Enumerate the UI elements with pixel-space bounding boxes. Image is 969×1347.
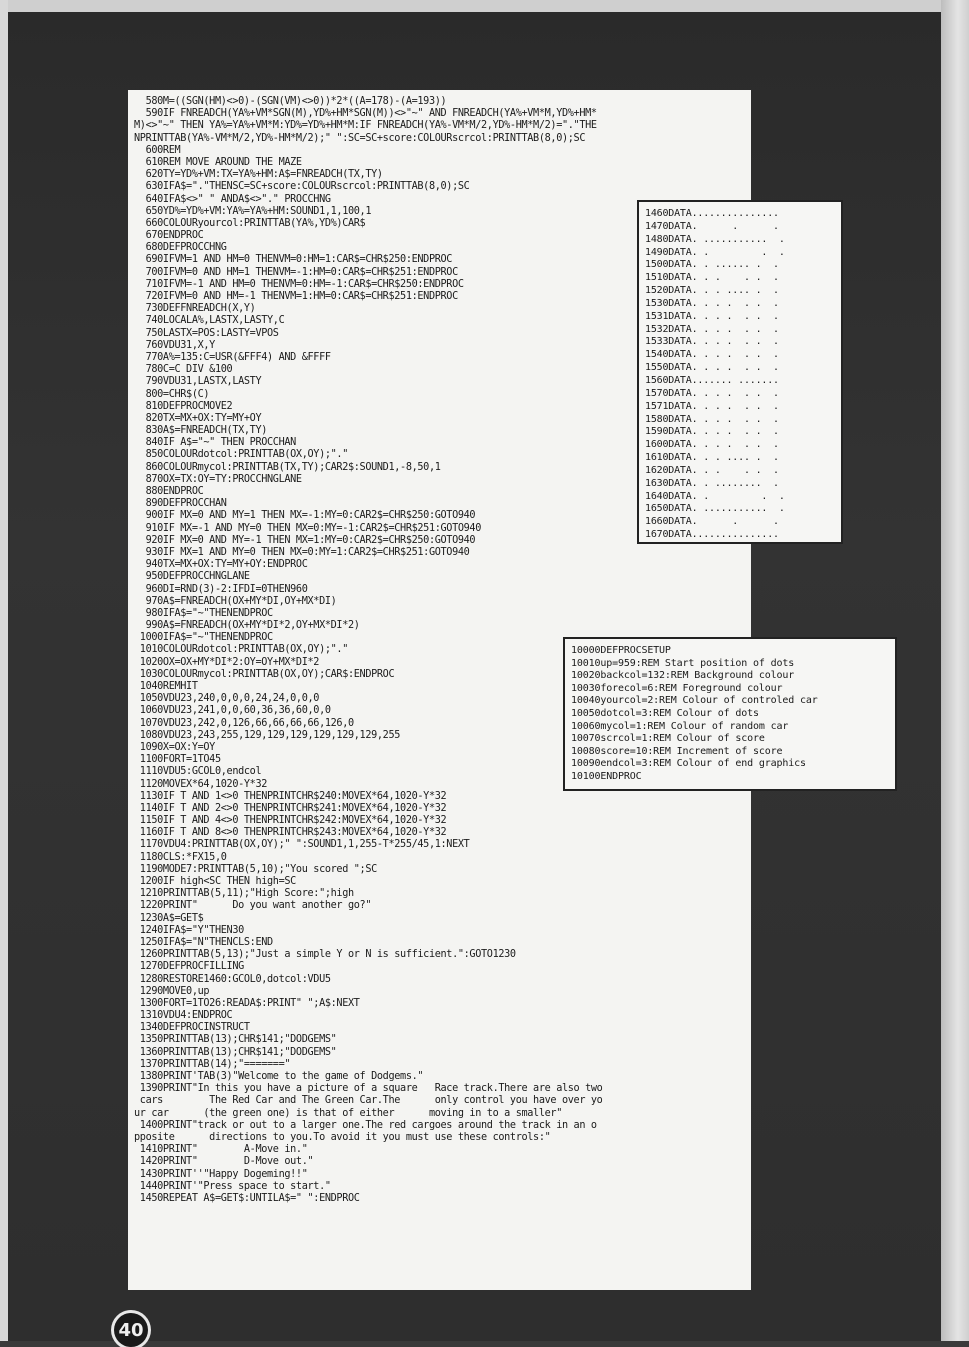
code-line: 1100FORT=1TO45 <box>134 754 221 766</box>
code-line: 1540DATA. . . . . . . <box>645 349 779 361</box>
code-line: 1480DATA. ........... . <box>645 233 785 245</box>
code-line: 10020backcol=132:REM Background colour <box>571 670 795 682</box>
code-line: 1460DATA............... <box>645 208 779 219</box>
code-line: 1532DATA. . . . . . . <box>645 323 779 335</box>
code-line: 980IFA$="~"THENENDPROC <box>134 607 273 619</box>
code-line: 1590DATA. . . . . . . <box>645 426 779 438</box>
code-line: 1571DATA. . . . . . . <box>645 400 779 412</box>
code-line: 640IFA$<>" " ANDA$<>"." PROCCHNG <box>134 193 331 205</box>
code-line: 1240IFA$="Y"THEN30 <box>134 924 244 936</box>
code-line: 1210PRINTTAB(5,11);"High Score:";high <box>134 888 354 900</box>
paper-left-edge <box>0 0 8 1341</box>
code-line: M)<>"~" THEN YA%=YA%+VM*M:YD%=YD%+HM*M:IF FNREADCH(YA%-VM*M/2,YD%-HM*M/2)="."THE <box>134 120 597 132</box>
code-line: 1120MOVEX*64,1020-Y*32 <box>134 778 268 790</box>
code-line: 1230A$=GET$ <box>134 912 204 924</box>
code-line: 1010COLOURdotcol:PRINTTAB(OX,OY);"." <box>134 644 348 656</box>
code-line: 1270DEFPROCFILLING <box>134 961 244 973</box>
code-line: 10030forecol=6:REM Foreground colour <box>571 682 783 694</box>
code-line: 1360PRINTTAB(13);CHR$141;"DODGEMS" <box>134 1046 337 1058</box>
code-line: 10050dotcol=3:REM Colour of dots <box>571 707 759 719</box>
code-line: 1390PRINT"In this you have a picture of a square Race track.There are also two <box>134 1083 603 1095</box>
code-line: 770A%=135:C=USR(&FFF4) AND &FFFF <box>134 351 331 363</box>
code-line: 1530DATA. . . . . . . <box>645 297 779 309</box>
code-line: 10060mycol=1:REM Colour of random car <box>571 720 789 732</box>
code-line: 690IFVM=1 AND HM=0 THENVM=0:HM=1:CAR$=CHR$250:ENDPROC <box>134 254 453 266</box>
code-line: 860COLOURmycol:PRINTTAB(TX,TY);CAR2$:SOUND1,-8,50,1 <box>134 461 441 473</box>
code-line: 670ENDPROC <box>134 230 204 242</box>
code-line: 990A$=FNREADCH(OX+MY*DI*2,OY+MX*DI*2) <box>134 620 360 632</box>
code-line: 810DEFPROCMOVE2 <box>134 400 233 412</box>
code-line: 850COLOURdotcol:PRINTTAB(OX,OY);"." <box>134 449 348 461</box>
code-line: 750LASTX=POS:LASTY=VPOS <box>134 327 279 339</box>
code-line: 940TX=MX+OX:TY=MY+OY:ENDPROC <box>134 559 308 571</box>
code-line: 1410PRINT" A-Move in." <box>134 1144 308 1156</box>
code-line: 1310VDU4:ENDPROC <box>134 1010 233 1022</box>
code-line: 10010up=959:REM Start position of dots <box>571 657 795 669</box>
code-line: 590IF FNREADCH(YA%+VM*SGN(M),YD%+HM*SGN(M))<>"~" AND FNREADCH(YA%+VM*M,YD%+HM* <box>134 108 597 120</box>
code-line: 890DEFPROCCHAN <box>134 498 227 510</box>
code-line: 1620DATA. . . . . . <box>645 464 779 476</box>
code-line: 1250IFA$="N"THENCLS:END <box>134 936 273 948</box>
code-line: 600REM <box>134 144 181 156</box>
code-line: 840IF A$="~" THEN PROCCHAN <box>134 437 296 449</box>
code-line: ur car (the green one) is that of either moving in to a smaller" <box>134 1107 562 1119</box>
code-line: 830A$=FNREADCH(TX,TY) <box>134 425 268 437</box>
code-line: 1640DATA. . . . <box>645 490 785 502</box>
code-line: 1370PRINTTAB(14);"=======" <box>134 1058 291 1070</box>
code-line: 1600DATA. . . . . . . <box>645 439 779 451</box>
code-line: 740LOCALA%,LASTX,LASTY,C <box>134 315 285 327</box>
code-line: 1200IF high<SC THEN high=SC <box>134 876 296 887</box>
code-line: 1170VDU4:PRINTTAB(OX,OY);" ":SOUND1,1,255-T*255/45,1:NEXT <box>134 839 470 851</box>
code-line: 1580DATA. . . . . . . <box>645 413 779 425</box>
code-line: 1280RESTORE1460:GCOL0,dotcol:VDU5 <box>134 973 331 985</box>
code-line: 1070VDU23,242,0,126,66,66,66,66,126,0 <box>134 717 354 729</box>
code-line: 1500DATA. . ...... . . <box>645 259 779 271</box>
code-line: 910IF MX=-1 AND MY=0 THEN MX=0:MY=-1:CAR2$=CHR$251:GOTO940 <box>134 522 482 534</box>
code-line: 10000DEFPROCSETUP <box>571 645 671 656</box>
paper-top-edge <box>0 0 969 12</box>
code-line: 1020OX=OX+MY*DI*2:OY=OY+MX*DI*2 <box>134 656 320 668</box>
code-line: 900IF MX=0 AND MY=1 THEN MX=-1:MY=0:CAR2$=CHR$250:GOTO940 <box>134 510 476 522</box>
paper-right-edge <box>941 0 969 1341</box>
code-line: 1400PRINT"track or out to a larger one.The red cargoes around the track in an o <box>134 1119 597 1131</box>
code-line: 790VDU31,LASTX,LASTY <box>134 376 262 388</box>
code-line: 1610DATA. . . .... . . <box>645 452 779 464</box>
code-line: 720IFVM=0 AND HM=-1 THENVM=1:HM=0:CAR$=CHR$251:ENDPROC <box>134 291 458 302</box>
code-line: 660COLOURyourcol:PRINTTAB(YA%,YD%)CAR$ <box>134 217 366 229</box>
code-line: 1570DATA. . . . . . . <box>645 387 779 399</box>
code-line: NPRINTTAB(YA%-VM*M/2,YD%-HM*M/2);" ":SC=SC+score:COLOURscrcol:PRINTTAB(8,0);SC <box>134 132 586 144</box>
code-line: 730DEFFNREADCH(X,Y) <box>134 303 256 315</box>
code-line: 1030COLOURmycol:PRINTTAB(OX,OY);CAR$:ENDPROC <box>134 668 395 680</box>
code-line: 1040REMHIT <box>134 681 198 692</box>
code-line: 1290MOVE0,up <box>134 985 210 997</box>
code-line: 580M=((SGN(HM)<>0)-(SGN(VM)<>0))*2*((A=178)-(A=193)) <box>134 96 447 107</box>
code-line: 880ENDPROC <box>134 486 204 497</box>
code-line: 1110VDU5:GCOL0,endcol <box>134 766 262 778</box>
code-line: 1531DATA. . . . . . . <box>645 310 779 322</box>
code-line: 610REM MOVE AROUND THE MAZE <box>134 156 302 168</box>
code-line: 920IF MX=0 AND MY=-1 THEN MX=1:MY=0:CAR2$=CHR$250:GOTO940 <box>134 534 476 546</box>
code-line: 1510DATA. . . . . . <box>645 272 779 284</box>
code-line: 1150IF T AND 4<>0 THENPRINTCHR$242:MOVEX*64,1020-Y*32 <box>134 815 447 827</box>
code-line: 820TX=MX+OX:TY=MY+OY <box>134 412 262 424</box>
code-line: 1260PRINTTAB(5,13);"Just a simple Y or N is sufficient.":GOTO1230 <box>134 949 516 961</box>
code-line: 870OX=TX:OY=TY:PROCCHNGLANE <box>134 473 302 485</box>
code-line: 1560DATA....... ....... <box>645 374 779 386</box>
code-line: 1380PRINT'TAB(3)"Welcome to the game of Dodgems." <box>134 1071 424 1082</box>
code-line: 1130IF T AND 1<>0 THENPRINTCHR$240:MOVEX*64,1020-Y*32 <box>134 790 447 802</box>
code-line: 1220PRINT" Do you want another go?" <box>134 900 372 912</box>
code-line: 1190MODE7:PRINTTAB(5,10);"You scored ";SC <box>134 863 377 875</box>
code-line: 800=CHR$(C) <box>134 388 210 400</box>
code-line: 1160IF T AND 8<>0 THENPRINTCHR$243:MOVEX*64,1020-Y*32 <box>134 827 447 839</box>
code-line: 10090endcol=3:REM Colour of end graphics <box>571 758 806 770</box>
code-line: 1520DATA. . . .... . . <box>645 285 779 297</box>
code-line: 630IFA$="."THENSC=SC+score:COLOURscrcol:PRINTTAB(8,0);SC <box>134 181 470 193</box>
code-line: 760VDU31,X,Y <box>134 339 215 351</box>
code-line: 780C=C DIV &100 <box>134 364 233 376</box>
maze-data-listing <box>637 200 843 544</box>
code-line: 1000IFA$="~"THENENDPROC <box>134 632 273 644</box>
code-line: 10080score=10:REM Increment of score <box>571 745 783 757</box>
code-line: 1430PRINT''"Happy Dogeming!!" <box>134 1168 308 1180</box>
code-line: 1650DATA. ........... . <box>645 503 785 515</box>
code-line: 1060VDU23,241,0,0,60,36,36,60,0,0 <box>134 705 331 717</box>
code-line: 1180CLS:*FX15,0 <box>134 851 227 863</box>
code-line: 10100ENDPROC <box>571 770 642 782</box>
code-line: 1450REPEAT A$=GET$:UNTILA$=" ":ENDPROC <box>134 1192 360 1204</box>
code-line: 710IFVM=-1 AND HM=0 THENVM=0:HM=-1:CAR$=CHR$250:ENDPROC <box>134 278 464 290</box>
code-line: 1470DATA. . . <box>645 220 779 232</box>
code-line: 680DEFPROCCHNG <box>134 242 227 254</box>
code-line: 1440PRINT'"Press space to start." <box>134 1180 331 1192</box>
code-line: 1660DATA. . . <box>645 516 779 528</box>
code-line: 10070scrcol=1:REM Colour of score <box>571 733 765 745</box>
code-line: 970A$=FNREADCH(OX+MY*DI,OY+MX*DI) <box>134 595 337 607</box>
code-line: 1340DEFPROCINSTRUCT <box>134 1022 250 1034</box>
code-line: 1080VDU23,243,255,129,129,129,129,129,129,255 <box>134 729 401 741</box>
code-line: 1300FORT=1TO26:READA$:PRINT" ";A$:NEXT <box>134 997 360 1009</box>
setup-procedure-listing <box>563 637 897 791</box>
code-line: 930IF MX=1 AND MY=0 THEN MX=0:MY=1:CAR2$=CHR$251:GOTO940 <box>134 546 470 558</box>
code-line: 1420PRINT" D-Move out." <box>134 1156 314 1168</box>
code-line: 650YD%=YD%+VM:YA%=YA%+HM:SOUND1,1,100,1 <box>134 205 372 217</box>
code-line: 1090X=OX:Y=OY <box>134 741 215 753</box>
code-line: cars The Red Car and The Green Car.The only control you have over yo <box>134 1095 603 1107</box>
code-line: 1490DATA. . . . <box>645 246 785 258</box>
code-line: 1670DATA............... <box>645 529 779 541</box>
code-line: 950DEFPROCCHNGLANE <box>134 571 250 583</box>
code-line: 1050VDU23,240,0,0,0,24,24,0,0,0 <box>134 693 320 705</box>
page-number-badge: 40 <box>114 1313 148 1347</box>
code-line: 960DI=RND(3)-2:IFDI=0THEN960 <box>134 583 308 595</box>
code-line: 1533DATA. . . . . . . <box>645 336 779 348</box>
code-line: 1140IF T AND 2<>0 THENPRINTCHR$241:MOVEX*64,1020-Y*32 <box>134 802 447 814</box>
code-line: 1630DATA. . ........ . <box>645 477 779 489</box>
code-line: 1350PRINTTAB(13);CHR$141;"DODGEMS" <box>134 1034 337 1046</box>
code-line: 10040yourcol=2:REM Colour of controled car <box>571 695 818 707</box>
code-line: pposite directions to you.To avoid it you must use these controls:" <box>134 1131 551 1143</box>
code-line: 620TY=YD%+VM:TX=YA%+HM:A$=FNREADCH(TX,TY) <box>134 169 383 181</box>
code-line: 1550DATA. . . . . . . <box>645 362 779 374</box>
code-line: 700IFVM=0 AND HM=1 THENVM=-1:HM=0:CAR$=CHR$251:ENDPROC <box>134 266 458 278</box>
